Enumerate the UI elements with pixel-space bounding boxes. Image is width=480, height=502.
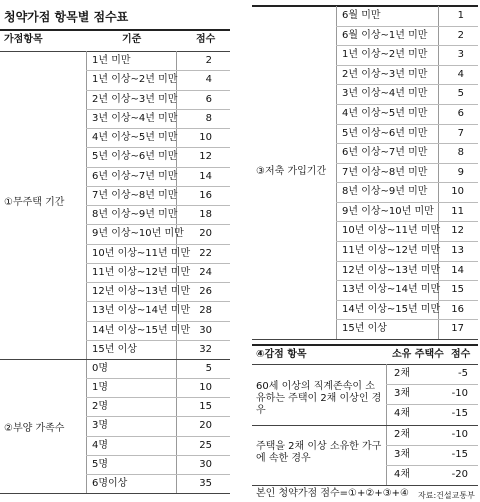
- family-row-row-rule: [86, 416, 230, 417]
- savings-row-row-rule: [336, 202, 478, 203]
- family-row-row-rule: [86, 455, 230, 456]
- savings-row-row-rule: [336, 124, 478, 125]
- deduction-group-rule: [252, 425, 478, 426]
- savings-row-score: 12: [451, 225, 464, 237]
- right-savings-bottom-rule: [252, 339, 478, 340]
- left-header-score: 점수: [196, 34, 216, 45]
- savings-row-criteria: 3년 이상~4년 미만: [342, 88, 428, 100]
- deduction-row-owned: 2채: [394, 368, 411, 379]
- deduction-row-score: -10: [451, 429, 468, 440]
- housing-row-criteria: 2년 이상~3년 미만: [92, 93, 178, 105]
- deduction-row-owned: 3채: [394, 388, 411, 399]
- family-row-row-rule: [86, 474, 230, 475]
- housing-row-criteria: 12년 이상~13년 미만: [92, 286, 191, 297]
- left-section-rule: [0, 359, 230, 360]
- savings-row-score: 3: [457, 49, 464, 61]
- savings-row-criteria: 11년 이상~12년 미만: [342, 245, 441, 257]
- housing-row-row-rule: [86, 321, 230, 322]
- left-header-rule: [0, 51, 230, 52]
- deduction-group-2-label: 주택을 2채 이상 소유한 가구에 속한 경우: [256, 441, 382, 464]
- housing-row-criteria: 10년 이상~11년 미만: [92, 247, 191, 259]
- housing-row-score: 2: [205, 55, 212, 66]
- savings-row-row-rule: [336, 65, 478, 66]
- savings-period-label: ③저축 가입기간: [256, 166, 327, 177]
- housing-row-row-rule: [86, 167, 230, 168]
- deduction-row-score: -15: [451, 408, 468, 419]
- family-row-criteria: 0명: [92, 363, 109, 374]
- family-row-criteria: 5명: [92, 458, 109, 470]
- housing-row-criteria: 6년 이상~7년 미만: [92, 170, 178, 182]
- savings-row-criteria: 12년 이상~13년 미만: [342, 264, 441, 276]
- table-title: 청약가점 항목별 점수표: [4, 10, 129, 24]
- deduction-group-1-label: 60세 이상의 직계존속이 소유하는 주택이 2채 이상인 경우: [256, 381, 382, 416]
- housing-row-score: 16: [199, 189, 212, 201]
- housing-row-row-rule: [86, 263, 230, 264]
- savings-row-row-rule: [336, 143, 478, 144]
- housing-row-score: 14: [199, 170, 212, 182]
- savings-row-score: 17: [451, 323, 464, 335]
- right-col-divider: [336, 6, 337, 339]
- housing-row-criteria: 8년 이상~9년 미만: [92, 209, 178, 220]
- housing-row-row-rule: [86, 224, 230, 225]
- deduction-row-rule: [386, 404, 478, 405]
- left-header-item: 가점항목: [4, 34, 43, 45]
- savings-row-row-rule: [336, 45, 478, 46]
- savings-row-score: 13: [451, 245, 464, 257]
- savings-row-score: 14: [451, 264, 464, 276]
- savings-row-score: 4: [457, 68, 464, 80]
- housing-row-score: 32: [199, 343, 212, 355]
- savings-row-criteria: 7년 이상~8년 미만: [342, 166, 428, 178]
- savings-row-score: 10: [451, 186, 464, 198]
- housing-row-score: 6: [205, 93, 212, 105]
- family-row-criteria: 6명이상: [92, 477, 128, 489]
- savings-row-criteria: 6월 이상~1년 미만: [342, 29, 428, 41]
- housing-row-row-rule: [86, 205, 230, 206]
- housing-row-criteria: 13년 이상~14년 미만: [92, 305, 191, 317]
- deduction-row-owned: 4채: [394, 408, 411, 419]
- housing-row-criteria: 15년 이상: [92, 343, 137, 355]
- savings-row-criteria: 6월 미만: [342, 10, 381, 21]
- housing-row-score: 30: [199, 324, 212, 336]
- savings-row-criteria: 15년 이상: [342, 323, 387, 335]
- housing-row-score: 8: [205, 112, 212, 124]
- savings-row-row-rule: [336, 319, 478, 320]
- housing-row-score: 20: [199, 228, 212, 240]
- family-count-label: ②부양 가족수: [4, 423, 65, 434]
- savings-row-score: 2: [457, 29, 464, 41]
- housing-row-criteria: 3년 이상~4년 미만: [92, 112, 178, 124]
- family-row-row-rule: [86, 397, 230, 398]
- family-row-criteria: 4명: [92, 439, 109, 451]
- deduction-row-score: -10: [451, 388, 468, 399]
- housing-row-score: 10: [199, 132, 212, 143]
- deduction-row-rule: [386, 445, 478, 446]
- housing-row-score: 22: [199, 247, 212, 259]
- housing-row-criteria: 4년 이상~5년 미만: [92, 132, 178, 143]
- savings-row-row-rule: [336, 261, 478, 262]
- deduction-top-rule: [252, 344, 478, 346]
- savings-row-criteria: 4년 이상~5년 미만: [342, 107, 428, 119]
- deduction-row-owned: 3채: [394, 449, 411, 460]
- family-row-criteria: 3명: [92, 420, 109, 432]
- savings-row-score: 1: [457, 10, 464, 21]
- score-formula: 본인 청약가점 점수=①+②+③+④: [256, 488, 410, 499]
- deduction-bottom-rule: [252, 485, 478, 486]
- housing-row-row-rule: [86, 340, 230, 341]
- housing-row-row-rule: [86, 90, 230, 91]
- savings-row-criteria: 9년 이상~10년 미만: [342, 205, 434, 217]
- savings-row-criteria: 6년 이상~7년 미만: [342, 147, 428, 159]
- deduction-header-rule: [252, 364, 478, 365]
- housing-row-criteria: 5년 이상~6년 미만: [92, 151, 178, 163]
- family-row-criteria: 2명: [92, 401, 109, 413]
- savings-row-row-rule: [336, 221, 478, 222]
- source-note: 자료:건설교통부: [418, 491, 475, 500]
- housing-row-row-rule: [86, 301, 230, 302]
- savings-row-score: 16: [451, 303, 464, 315]
- savings-row-row-rule: [336, 163, 478, 164]
- housing-row-score: 4: [205, 74, 212, 86]
- housing-row-score: 28: [199, 305, 212, 317]
- housing-row-row-rule: [86, 128, 230, 129]
- savings-row-row-rule: [336, 26, 478, 27]
- savings-row-score: 5: [457, 88, 464, 100]
- savings-row-criteria: 13년 이상~14년 미만: [342, 284, 441, 296]
- housing-row-score: 12: [199, 151, 212, 163]
- savings-row-score: 8: [457, 147, 464, 159]
- housing-row-row-rule: [86, 109, 230, 110]
- family-row-criteria: 1명: [92, 382, 109, 394]
- housing-row-row-rule: [86, 147, 230, 148]
- deduction-header-score: 점수: [451, 349, 471, 360]
- housing-row-criteria: 1년 미만: [92, 55, 131, 66]
- family-row-row-rule: [86, 378, 230, 379]
- savings-row-row-rule: [336, 280, 478, 281]
- savings-row-row-rule: [336, 300, 478, 301]
- deduction-header-item: ④감점 항목: [256, 349, 307, 360]
- housing-row-criteria: 11년 이상~12년 미만: [92, 266, 191, 278]
- savings-row-criteria: 10년 이상~11년 미만: [342, 225, 441, 237]
- housing-row-row-rule: [86, 282, 230, 283]
- housing-row-criteria: 1년 이상~2년 미만: [92, 74, 178, 86]
- left-col-divider: [86, 51, 87, 493]
- housing-row-row-rule: [86, 186, 230, 187]
- family-row-score: 30: [199, 458, 212, 470]
- savings-row-row-rule: [336, 104, 478, 105]
- deduction-header-owned: 소유 주택수: [392, 349, 444, 360]
- savings-row-criteria: 2년 이상~3년 미만: [342, 68, 428, 80]
- savings-row-criteria: 8년 이상~9년 미만: [342, 186, 428, 198]
- deduction-row-score: -20: [451, 469, 468, 480]
- savings-row-score: 15: [451, 284, 464, 296]
- left-top-rule: [0, 29, 230, 31]
- family-row-row-rule: [86, 436, 230, 437]
- family-row-score: 10: [199, 382, 212, 394]
- savings-row-row-rule: [336, 241, 478, 242]
- savings-row-score: 6: [457, 107, 464, 119]
- housing-row-score: 24: [199, 266, 212, 278]
- family-row-score: 5: [205, 363, 212, 374]
- family-row-score: 25: [199, 439, 212, 451]
- deduction-row-owned: 4채: [394, 469, 411, 480]
- deduction-row-rule: [386, 384, 478, 385]
- savings-row-score: 9: [457, 166, 464, 178]
- housing-row-row-rule: [86, 70, 230, 71]
- housing-row-score: 18: [199, 209, 212, 220]
- savings-row-criteria: 1년 이상~2년 미만: [342, 49, 428, 61]
- right-top-rule: [252, 5, 478, 7]
- housing-row-criteria: 14년 이상~15년 미만: [92, 324, 191, 336]
- housing-row-criteria: 9년 이상~10년 미만: [92, 228, 184, 240]
- family-row-score: 20: [199, 420, 212, 432]
- housing-row-criteria: 7년 이상~8년 미만: [92, 189, 178, 201]
- housing-row-score: 26: [199, 286, 212, 297]
- savings-row-criteria: 14년 이상~15년 미만: [342, 303, 441, 315]
- left-bottom-rule: [0, 493, 230, 494]
- savings-row-row-rule: [336, 84, 478, 85]
- deduction-row-owned: 2채: [394, 429, 411, 440]
- housing-period-label: ①무주택 기간: [4, 197, 65, 208]
- family-row-score: 35: [199, 477, 212, 489]
- deduction-row-score: -5: [458, 368, 468, 379]
- savings-row-score: 7: [457, 127, 464, 139]
- deduction-row-score: -15: [451, 449, 468, 460]
- savings-row-row-rule: [336, 182, 478, 183]
- left-header-criteria: 기준: [122, 34, 142, 45]
- savings-row-criteria: 5년 이상~6년 미만: [342, 127, 428, 139]
- deduction-row-rule: [386, 465, 478, 466]
- housing-row-row-rule: [86, 244, 230, 245]
- savings-row-score: 11: [451, 205, 464, 217]
- family-row-score: 15: [199, 401, 212, 413]
